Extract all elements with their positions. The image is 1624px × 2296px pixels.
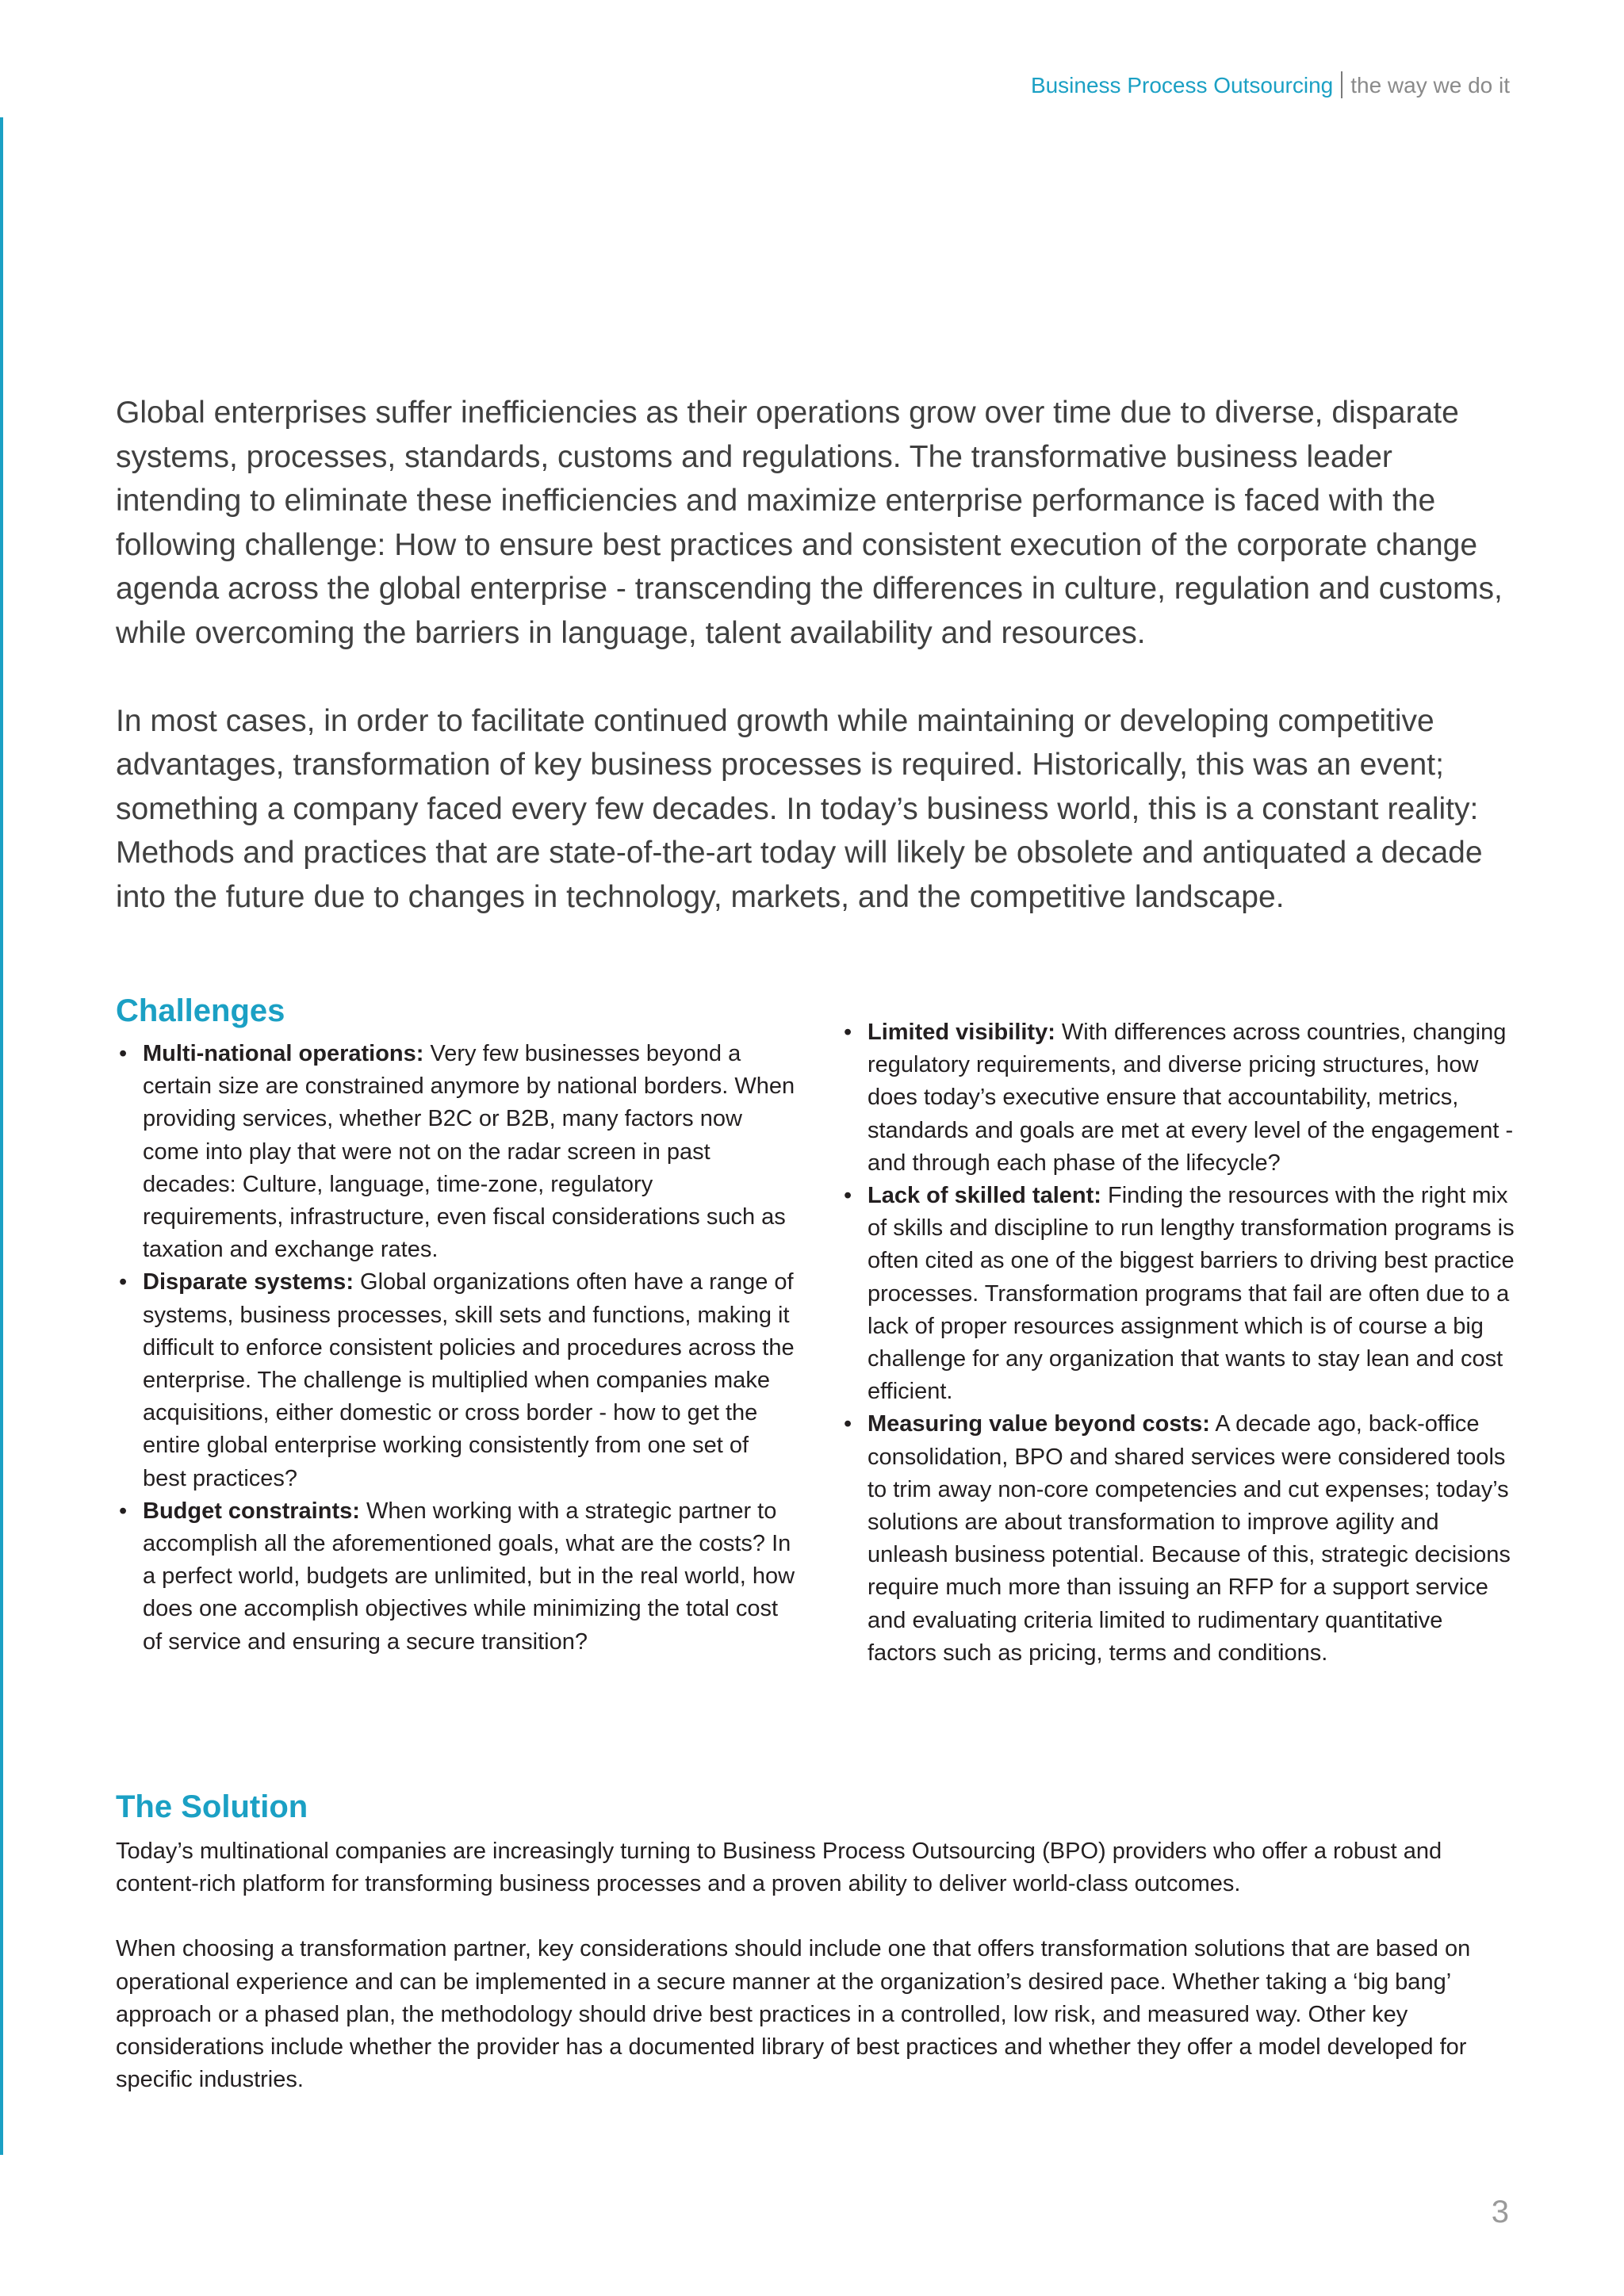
challenge-item xyxy=(841,1016,1515,1180)
header-tagline: the way we do it xyxy=(1350,73,1510,98)
bullet-icon: • xyxy=(119,1498,128,1524)
bullet-icon: • xyxy=(844,1020,852,1045)
challenge-item xyxy=(116,1495,798,1659)
challenges-heading: Challenges xyxy=(116,993,285,1028)
challenge-item xyxy=(116,1038,798,1266)
solution-section xyxy=(116,1786,1511,2096)
challenges-list-left xyxy=(116,1038,798,1659)
bullet-icon: • xyxy=(119,1269,128,1295)
challenge-term: Lack of skilled talent: xyxy=(868,1183,1101,1209)
challenge-term: Limited visibility: xyxy=(868,1020,1055,1045)
challenge-text: A decade ago, back-office consolidation, BPO and shared services were considered tools to trim away non-core competencies and cut expenses; today’s solutions are about transformation to improve agility and unleash business potential. Because of this, strategic decisions require much more than issuing an RFP for a support service and evaluating criteria limited to rudimentary quantitative factors such as pricing, terms and conditions. xyxy=(868,1411,1511,1666)
challenges-left-column xyxy=(116,990,798,1659)
challenge-term: Measuring value beyond costs: xyxy=(868,1411,1210,1437)
challenge-item xyxy=(841,1180,1515,1408)
challenge-text: Global organizations often have a range of systems, business processes, skill sets and functions, making it difficult to enforce consistent policies and procedures across the enterprise. The challenge is multiplied when companies make acquisitions, either domestic or cross border - how to get the entire global enterprise working consistently from one set of best practices? xyxy=(143,1269,795,1491)
header-separator xyxy=(1341,71,1342,98)
intro-paragraph: In most cases, in order to facilitate continued growth while maintaining or developing competitive advantages, transformation of key business processes is required. Historically, this was an event; something a company faced every few decades. In today’s business world, this is a constant reality: Methods and practices that are state-of-the-art today will likely be obsolete and antiquated a decade into the future due to changes in technology, markets, and the competitive landscape. xyxy=(116,703,1483,914)
challenge-text: When working with a strategic partner to accomplish all the aforementioned goals, what are the costs? In a perfect world, budgets are unlimited, but in the real world, how does one accomplish objectives while minimizing the total cost of service and ensuring a secure transition? xyxy=(143,1498,795,1655)
left-accent-rule xyxy=(0,117,3,2155)
bullet-icon: • xyxy=(844,1183,852,1209)
challenge-text: Finding the resources with the right mix of skills and discipline to run lengthy transformation programs is often cited as one of the biggest barriers to driving best practice processes. Transformation programs that fail are often due to a lack of proper resources assignment which is of course a big challenge for any organization that wants to stay lean and cost efficient. xyxy=(868,1183,1515,1405)
challenge-text: Very few businesses beyond a certain size are constrained anymore by national borders. When providing services, whether B2C or B2B, many factors now come into play that were not on the radar screen in past decades: Culture, language, time-zone, regulatory requirements, infrastructure, even fiscal considerations such as taxation and exchange rates. xyxy=(143,1041,795,1263)
challenge-item xyxy=(841,1408,1515,1670)
page-number: 3 xyxy=(1491,2195,1509,2229)
bullet-icon: • xyxy=(119,1041,128,1066)
solution-heading: The Solution xyxy=(116,1789,308,1824)
challenge-term: Disparate systems: xyxy=(143,1269,354,1295)
bullet-icon: • xyxy=(844,1411,852,1437)
challenge-text: With differences across countries, changing regulatory requirements, and diverse pricing structures, how does today’s executive ensure that accountability, metrics, standards and goals are met at every level of the engagement - and through each phase of the lifecycle? xyxy=(868,1020,1514,1176)
header-brand: Business Process Outsourcing xyxy=(1030,73,1334,98)
running-header xyxy=(1031,71,1510,99)
challenges-list-right xyxy=(841,1016,1515,1670)
challenges-right-column xyxy=(841,1016,1515,1670)
solution-paragraph: When choosing a transformation partner, key considerations should include one that offers transformation solutions that are based on operational experience and can be implemented in a secure manner at the organization’s desired pace. Whether taking a ‘big bang’ approach or a phased plan, the methodology should drive best practices in a controlled, low risk, and measured way. Other key considerations include whether the provider has a documented library of best practices and whether they offer a model developed for specific industries. xyxy=(116,1936,1471,2093)
challenge-term: Multi-national operations: xyxy=(143,1041,424,1066)
intro-paragraph: Global enterprises suffer inefficiencies as their operations grow over time due to diverse, disparate systems, processes, standards, customs and regulations. The transformative business leader intending to eliminate these inefficiencies and maximize enterprise performance is faced with the following challenge: How to ensure best practices and consistent execution of the corporate change agenda across the global enterprise - transcending the differences in culture, regulation and customs, while overcoming the barriers in language, talent availability and resources. xyxy=(116,396,1503,650)
solution-paragraph: Today’s multinational companies are increasingly turning to Business Process Outsourcing (BPO) providers who offer a robust and content-rich platform for transforming business processes and a proven ability to deliver world-class outcomes. xyxy=(116,1839,1442,1897)
challenge-item xyxy=(116,1266,798,1494)
intro-section xyxy=(116,391,1511,920)
challenge-term: Budget constraints: xyxy=(143,1498,360,1524)
